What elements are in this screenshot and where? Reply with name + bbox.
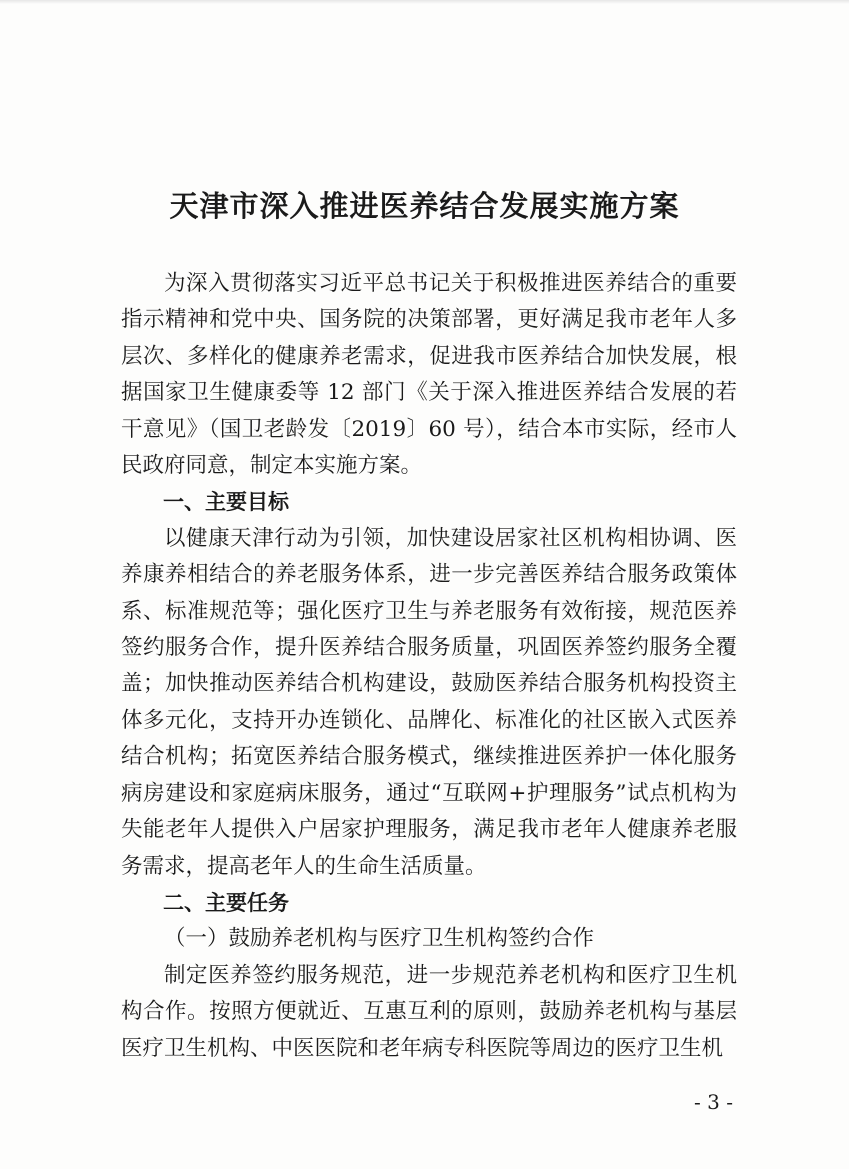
subsection-heading-1: （一）鼓励养老机构与医疗卫生机构签约合作 [164, 926, 595, 952]
intro-paragraph: 为深入贯彻落实习近平总书记关于积极推进医养结合的重要指示精神和党中央、国务院的决策部署，更好满足我市老年人多层次、多样化的健康养老需求，促进我市医养结合加快发展，根据国家卫生健康委等 12 部门《关于深入推进医养结合发展的若干意见》（国卫老龄发〔2019〕60 号），结合本市实际，经市人民政府同意，制定本实施方案。 [121, 271, 737, 479]
page-number: - 3 - [694, 1090, 733, 1114]
tasks-paragraph: 制定医养签约服务规范，进一步规范养老机构和医疗卫生机构合作。按照方便就近、互惠互利的原则，鼓励养老机构与基层医疗卫生机构、中医医院和老年病专科医院等周边的医疗卫生机 [121, 962, 737, 1061]
section-heading-tasks: 二、主要任务 [163, 890, 289, 915]
document-title: 天津市深入推进医养结合发展实施方案 [169, 189, 680, 223]
section-heading-goals: 一、主要目标 [163, 490, 289, 515]
page-top-edge [0, 0, 849, 4]
goals-paragraph: 以健康天津行动为引领，加快建设居家社区机构相协调、医养康养相结合的养老服务体系，进一步完善医养结合服务政策体系、标准规范等；强化医疗卫生与养老服务有效衔接，规范医养签约服务合作，提升医养结合服务质量，巩固医养签约服务全覆盖；加快推动医养结合机构建设，鼓励医养结合服务机构投资主体多元化，支持开办连锁化、品牌化、标准化的社区嵌入式医养结合机构；拓宽医养结合服务模式，继续推进医养护一体化服务病房建设和家庭病床服务，通过“互联网+护理服务”试点机构为失能老年人提供入户居家护理服务，满足我市老年人健康养老服务需求，提高老年人的生命生活质量。 [121, 525, 737, 879]
document-body [121, 266, 737, 1067]
